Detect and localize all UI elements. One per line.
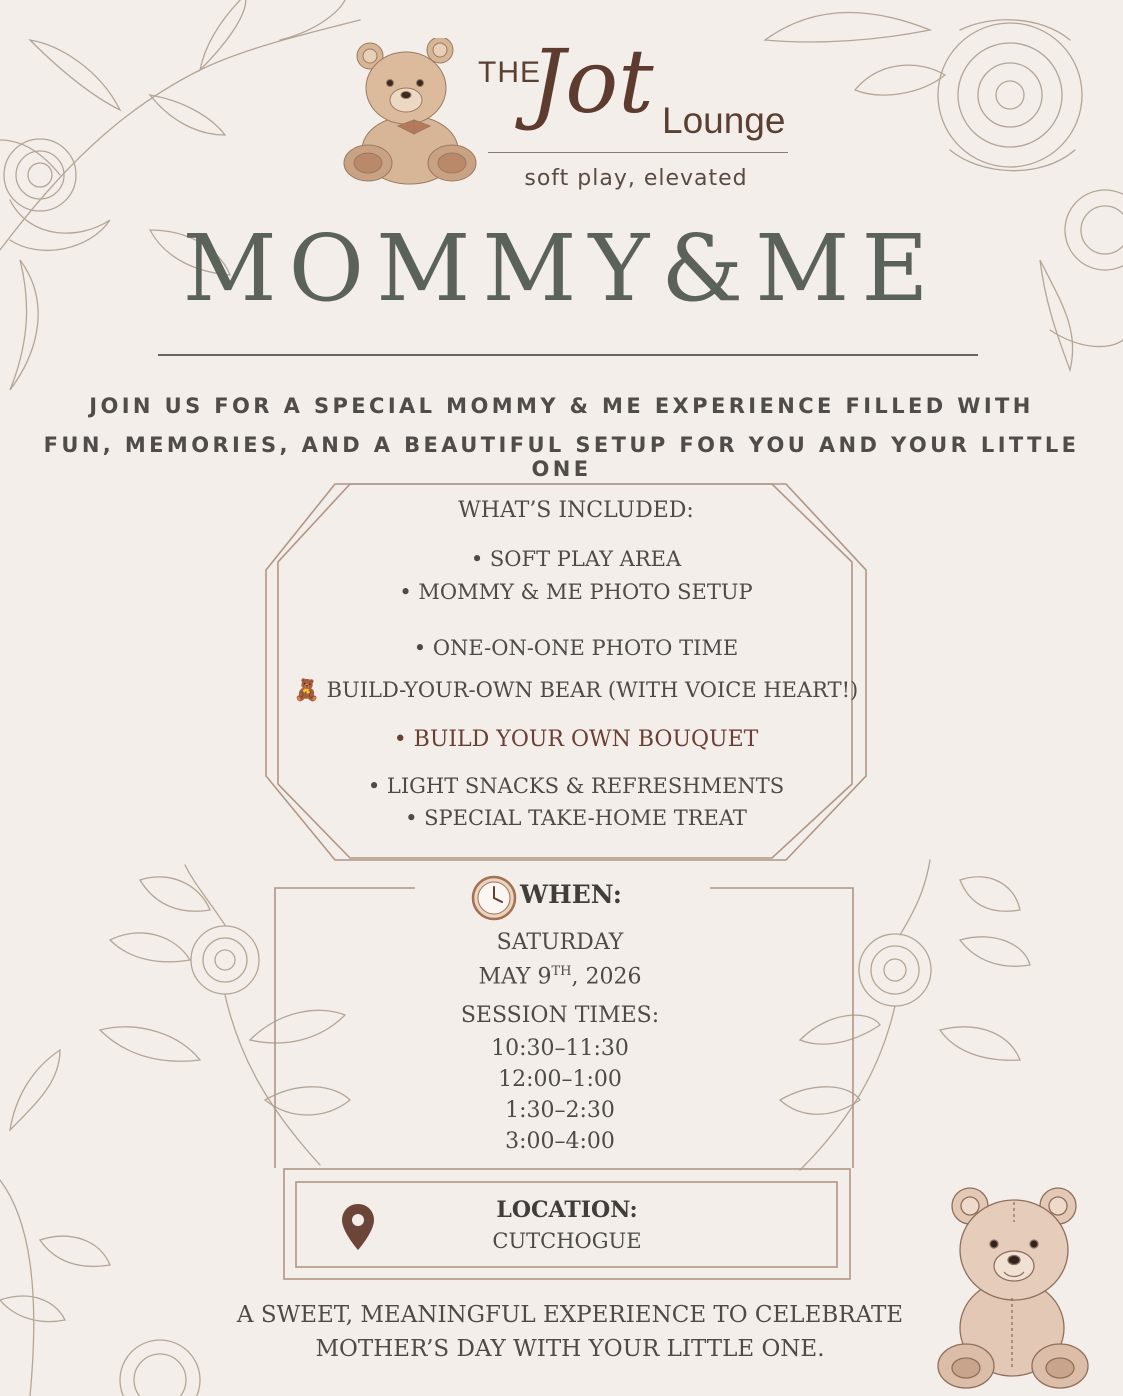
included-item-bouquet: • BUILD YOUR OWN BOUQUET [393, 727, 759, 752]
included-item-bear: 🧸 BUILD-YOUR-OWN BEAR (WITH VOICE HEART!) [293, 678, 859, 702]
included-item: • LIGHT SNACKS & REFRESHMENTS [367, 774, 785, 798]
map-pin-icon [340, 1202, 376, 1252]
when-day: SATURDAY [496, 930, 624, 955]
logo-tagline: soft play, elevated [524, 166, 748, 191]
when-date [400, 964, 720, 989]
teddy-bear-logo-icon [340, 38, 480, 188]
included-item: • SOFT PLAY AREA [470, 547, 682, 571]
teddy-bear-icon [932, 1178, 1092, 1390]
included-frame [266, 484, 866, 860]
included-item: • ONE-ON-ONE PHOTO TIME [413, 636, 739, 660]
rose-floral-icon [780, 860, 1030, 1170]
intro-line-1: JOIN US FOR A SPECIAL MOMMY & ME EXPERIENCE FILLED WITH [89, 394, 1034, 418]
logo-suffix: Lounge [662, 100, 786, 141]
intro-line-2: FUN, MEMORIES, AND A BEAUTIFUL SETUP FOR YOU AND YOUR LITTLE ONE [43, 433, 1080, 481]
included-item: • MOMMY & ME PHOTO SETUP [399, 580, 753, 604]
logo-script-word: Jot [530, 30, 654, 133]
rose-floral-icon [100, 865, 350, 1165]
session-time: 1:30–2:30 [505, 1098, 615, 1123]
location-value: CUTCHOGUE [492, 1229, 642, 1253]
included-item: • SPECIAL TAKE-HOME TREAT [405, 806, 747, 830]
rose-floral-icon [0, 0, 360, 390]
logo-prefix: THE [478, 56, 541, 89]
session-time: 12:00–1:00 [498, 1067, 622, 1092]
session-time: 10:30–11:30 [491, 1036, 629, 1061]
date-suffix: TH [551, 964, 572, 979]
footer-line-2: MOTHER’S DAY WITH YOUR LITTLE ONE. [315, 1336, 825, 1362]
footer-line-1: A SWEET, MEANINGFUL EXPERIENCE TO CELEBRATE [236, 1302, 904, 1328]
session-time: 3:00–4:00 [505, 1129, 615, 1154]
session-times-label: SESSION TIMES: [460, 1003, 660, 1028]
location-heading: LOCATION: [496, 1197, 638, 1223]
date-month: MAY 9 [478, 964, 552, 990]
when-heading: WHEN: [520, 880, 622, 909]
date-year: , 2026 [571, 964, 642, 990]
included-heading: WHAT’S INCLUDED: [458, 498, 694, 523]
clock-icon [471, 875, 517, 921]
title-divider [158, 354, 978, 356]
logo-divider [488, 152, 788, 153]
page-title: MOMMY&ME [182, 215, 941, 322]
